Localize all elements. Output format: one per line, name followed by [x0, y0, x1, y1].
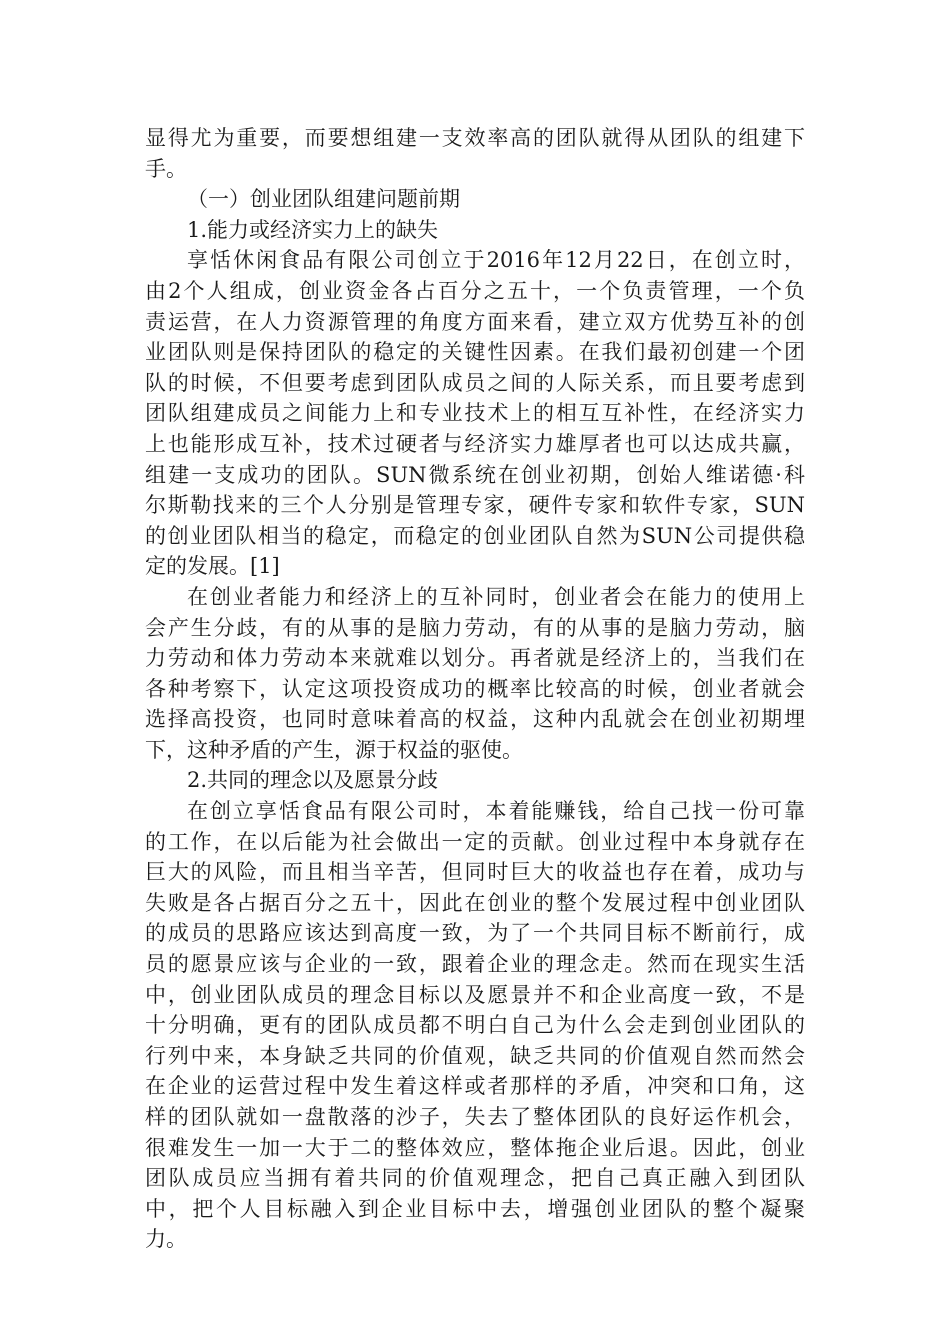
text-line: 团队组建成员之间能力上和专业技术上的相互互补性，在经济实力	[145, 401, 805, 426]
text-line: 的创业团队相当的稳定，而稳定的创业团队自然为SUN公司提供稳	[145, 523, 805, 548]
text-line: 中，创业团队成员的理念目标以及愿景并不和企业高度一致，不是	[145, 982, 805, 1007]
text-line: 享恬休闲食品有限公司创立于2016年12月22日，在创立时，	[187, 248, 805, 273]
section-heading-text: （一）创业团队组建问题前期	[187, 187, 460, 212]
text-line: 样的团队就如一盘散落的沙子，失去了整体团队的良好运作机会，	[145, 1105, 805, 1129]
subsection-heading-text: 2.共同的理念以及愿景分歧	[187, 768, 439, 793]
text-line: 员的愿景应该与企业的一致，跟着企业的理念走。然而在现实生活	[145, 952, 805, 977]
text-line: 中，把个人目标融入到企业目标中去，增强创业团队的整个凝聚	[145, 1196, 805, 1221]
text-line: 在创立享恬食品有限公司时，本着能赚钱，给自己找一份可靠	[187, 799, 805, 824]
paragraph-sub1-2	[145, 582, 805, 766]
text-line: 力。	[145, 1227, 187, 1252]
text-line: 各种考察下，认定这项投资成功的概率比较高的时候，创业者就会	[145, 676, 805, 701]
subsection-heading-text: 1.能力或经济实力上的缺失	[187, 217, 439, 242]
text-line: 的成员的思路应该达到高度一致，为了一个共同目标不断前行，成	[145, 921, 805, 946]
intro-paragraph	[145, 123, 805, 184]
subsection-heading-1	[145, 215, 805, 246]
text-line: 团队成员应当拥有着共同的价值观理念，把自己真正融入到团队	[145, 1166, 805, 1191]
section-heading	[145, 184, 805, 215]
paragraph-sub1-1	[145, 245, 805, 582]
text-line: 业团队则是保持团队的稳定的关键性因素。在我们最初创建一个团	[145, 340, 805, 365]
text-line: 行列中来，本身缺乏共同的价值观，缺乏共同的价值观自然而然会	[145, 1043, 805, 1068]
paragraph-sub2-1	[145, 796, 805, 1255]
subsection-heading-2	[145, 765, 805, 796]
text-line: 由2个人组成，创业资金各占百分之五十，一个负责管理，一个负	[145, 278, 805, 303]
text-line: 在企业的运营过程中发生着这样或者那样的矛盾，冲突和口角，这	[145, 1074, 805, 1099]
text-line: 上也能形成互补，技术过硬者与经济实力雄厚者也可以达成共赢，	[145, 431, 805, 456]
text-line: 组建一支成功的团队。SUN微系统在创业初期，创始人维诺德·科	[145, 462, 805, 487]
text-line: 下，这种矛盾的产生，源于权益的驱使。	[145, 737, 523, 762]
document-body	[145, 123, 805, 1255]
text-line: 选择高投资，也同时意味着高的权益，这种内乱就会在创业初期埋	[145, 707, 805, 732]
text-line: 在创业者能力和经济上的互补同时，创业者会在能力的使用上	[187, 584, 805, 609]
text-line: 巨大的风险，而且相当辛苦，但同时巨大的收益也存在着，成功与	[145, 860, 805, 885]
text-line: 手。	[145, 156, 187, 181]
text-line: 尔斯勒找来的三个人分别是管理专家，硬件专家和软件专家，SUN	[145, 493, 805, 518]
text-line: 的工作，在以后能为社会做出一定的贡献。创业过程中本身就存在	[145, 829, 805, 854]
text-line: 很难发生一加一大于二的整体效应，整体拖企业后退。因此，创业	[145, 1135, 805, 1160]
text-line: 十分明确，更有的团队成员都不明白自己为什么会走到创业团队的	[145, 1013, 805, 1038]
text-line: 显得尤为重要，而要想组建一支效率高的团队就得从团队的组建下	[145, 126, 805, 150]
text-line: 力劳动和体力劳动本来就难以划分。再者就是经济上的，当我们在	[145, 646, 805, 671]
text-line: 失败是各占据百分之五十，因此在创业的整个发展过程中创业团队	[145, 890, 805, 915]
text-line: 队的时候，不但要考虑到团队成员之间的人际关系，而且要考虑到	[145, 370, 805, 395]
text-line: 会产生分歧，有的从事的是脑力劳动，有的从事的是脑力劳动，脑	[145, 615, 805, 640]
text-line: 定的发展。[1]	[145, 554, 280, 579]
text-line: 责运营，在人力资源管理的角度方面来看，建立双方优势互补的创	[145, 309, 805, 334]
